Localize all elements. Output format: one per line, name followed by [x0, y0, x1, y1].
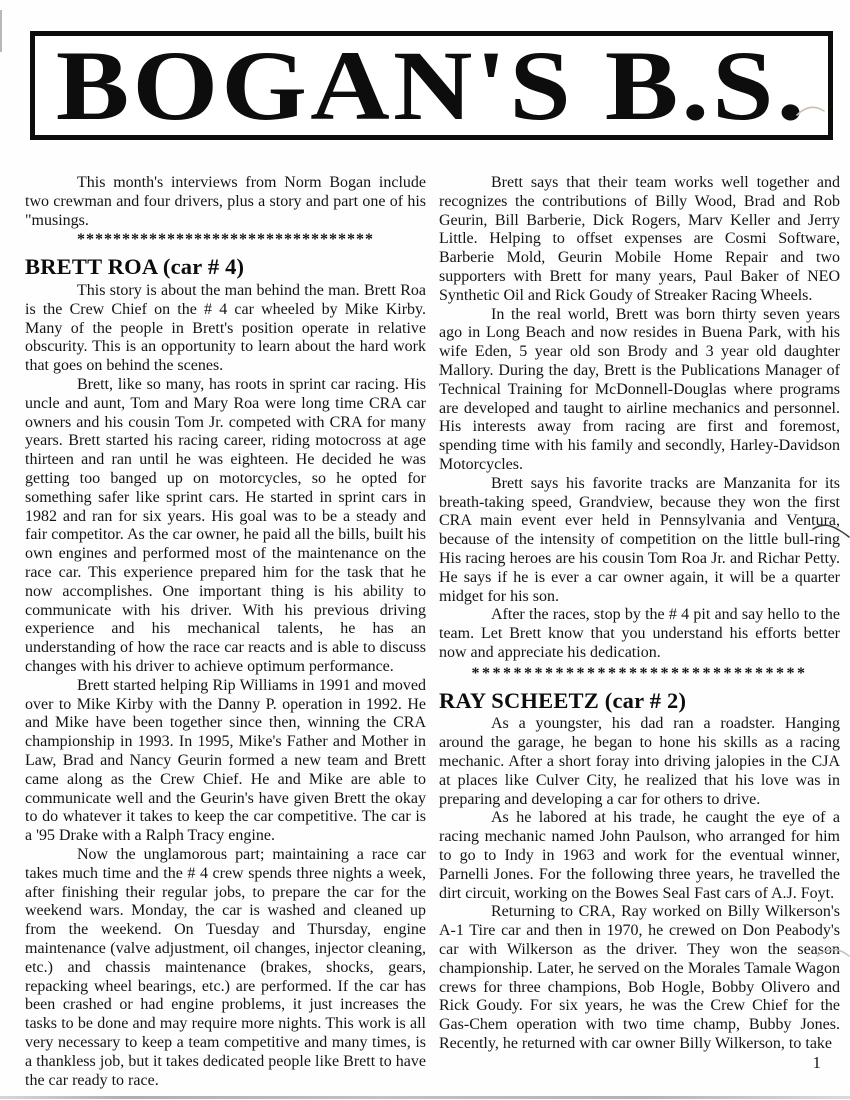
paragraph: Brett, like so many, has roots in sprint car racing. His uncle and aunt, Tom and Mary Roa were long time CRA car owners and his cousin Tom Jr. competed with CRA for many years. Brett started his racing career, riding motocross at age thirteen and ran until he was eighteen. He decided he was getting too banged up on motorcycles, so he opted for something safer like sprint cars. He started in sprint cars in 1982 and ran for six years. His goal was to be a steady and fair competitor. As the car owner, he paid all the bills, built his own engines and performed most of the maintenance on the race car. This experience prepared him for the task that he now accomplishes. One important thing is his ability to communicate with his driver. With his previous driving experience and his mechanical talents, he has an understanding of how the race car reacts and is able to discuss changes with his driver to achieve optimum performance. [25, 376, 426, 675]
paragraph: Now the unglamorous part; maintaining a race car takes much time and the # 4 crew spends three nights a week, after finishing their regular jobs, to prepare the car for the weekend wars. Monday, the car is washed and cleaned up from the weekend. On Tuesday and Thursday, engine maintenance (valve adjustment, oil changes, injector cleaning, etc.) and chassis maintenance (brakes, shocks, gears, repacking wheel bearings, etc.) are performed. If the car has been crashed or had engine problems, it just increases the tasks to be done and may require more nights. This work is all very necessary to keep a team competitive and many times, is a thankless job, but it takes dedicated people like Brett to have the car ready to race. [25, 845, 426, 1089]
asterisk-separator: ********************************* [77, 231, 374, 249]
scan-edge-artifact [0, 10, 2, 52]
scan-line-artifact [0, 1096, 850, 1099]
article-columns [25, 174, 840, 1090]
paragraph: Returning to CRA, Ray worked on Billy Wilkerson's A-1 Tire car and then in 1970, he crewed on Don Peabody's car with Wilkerson as the driver. They won the season championship. Later, he served on the Morales Tamale Wagon crews for three champions, Bob Hogle, Bobby Olivero and Rick Goudy. For six years, he was the Crew Chief for the Gas-Chem operation with two time champ, Bubby Jones. Recently, he returned with car owner Billy Wilkerson, to take [439, 903, 840, 1052]
section-heading-brett-roa: BRETT ROA (car # 4) [25, 254, 245, 280]
paragraph: As a youngster, his dad ran a roadster. Hanging around the garage, he began to hone his skills as a racing mechanic. After a short foray into driving jalopies in the CJA at places like Culver City, he realized that his love was in preparing and developing a car for others to drive. [439, 715, 840, 808]
paragraph: In the real world, Brett was born thirty seven years ago in Long Beach and now resides in Buena Park, with his wife Eden, 5 year old son Brody and 3 year old daughter Mallory. During the day, Brett is the Publications Manager of Technical Training for McDonnell-Douglas where programs are developed and taught to airline mechanics and personnel. His interests away from racing are first and foremost, spending time with his family and secondly, Harley-Davidson Motorcycles. [439, 305, 840, 473]
page-number: 1 [812, 1053, 821, 1072]
paragraph: Brett says his favorite tracks are Manzanita for its breath-taking speed, Grandview, because they won the first CRA main event ever held in Pennsylvania and Ventura, because of the intensity of competition on the little bull-ring His racing heroes are his cousin Tom Roa Jr. and Richar Petty. He says if he is ever a car owner again, it will be a quarter midget for his son. [439, 474, 840, 605]
left-column [25, 174, 426, 1090]
right-column [439, 174, 840, 1090]
paragraph: This story is about the man behind the man. Brett Roa is the Crew Chief on the # 4 car wheeled by Mike Kirby. Many of the people in Brett's position operate in relative obscurity. This is an opportunity to learn about the hard work that goes on behind the scenes. [25, 282, 426, 375]
paragraph: Brett started helping Rip Williams in 1991 and moved over to Mike Kirby with the Danny P. operation in 1992. He and Mike have been together since then, winning the CRA championship in 1993. In 1995, Mike's Father and Mother in Law, Brad and Nancy Geurin formed a new team and Brett came along as the Crew Chief. He and Mike are able to communicate well and the Geurin's have given Brett the okay to do whatever it takes to keep the car competitive. The car is a '95 Drake with a Ralph Tracy engine. [25, 676, 426, 845]
paragraph: Brett says that their team works well together and recognizes the contributions of Billy Wood, Brad and Rob Geurin, Bill Barberie, Dick Rogers, Marv Keller and Jerry Little. Helping to offset expenses are Cosmi Software, Barberie Mold, Geurin Mobile Home Repair and two supporters with Brett for many years, Paul Baker of NEO Synthetic Oil and Rick Goudy of Streaker Racing Wheels. [439, 174, 840, 304]
masthead-box [30, 31, 833, 140]
intro-paragraph: This month's interviews from Norm Bogan include two crewman and four drivers, plus a story and part one of his "musings. [25, 174, 426, 229]
section-heading-ray-scheetz: RAY SCHEETZ (car # 2) [439, 687, 687, 713]
paragraph: As he labored at his trade, he caught the eye of a racing mechanic named John Paulson, who arranged for him to go to Indy in 1963 and work for the eventual winner, Parnelli Jones. For the following three years, he travelled the dirt circuit, working on the Bowes Seal Fast cars of A.J. Foyt. [439, 809, 840, 902]
newsletter-title: BOGAN'S B.S. [55, 29, 808, 141]
asterisk-separator: ******************************** [471, 664, 808, 682]
paragraph: After the races, stop by the # 4 pit and say hello to the team. Let Brett know that you understand his efforts better now and appreciate his dedication. [439, 606, 840, 661]
